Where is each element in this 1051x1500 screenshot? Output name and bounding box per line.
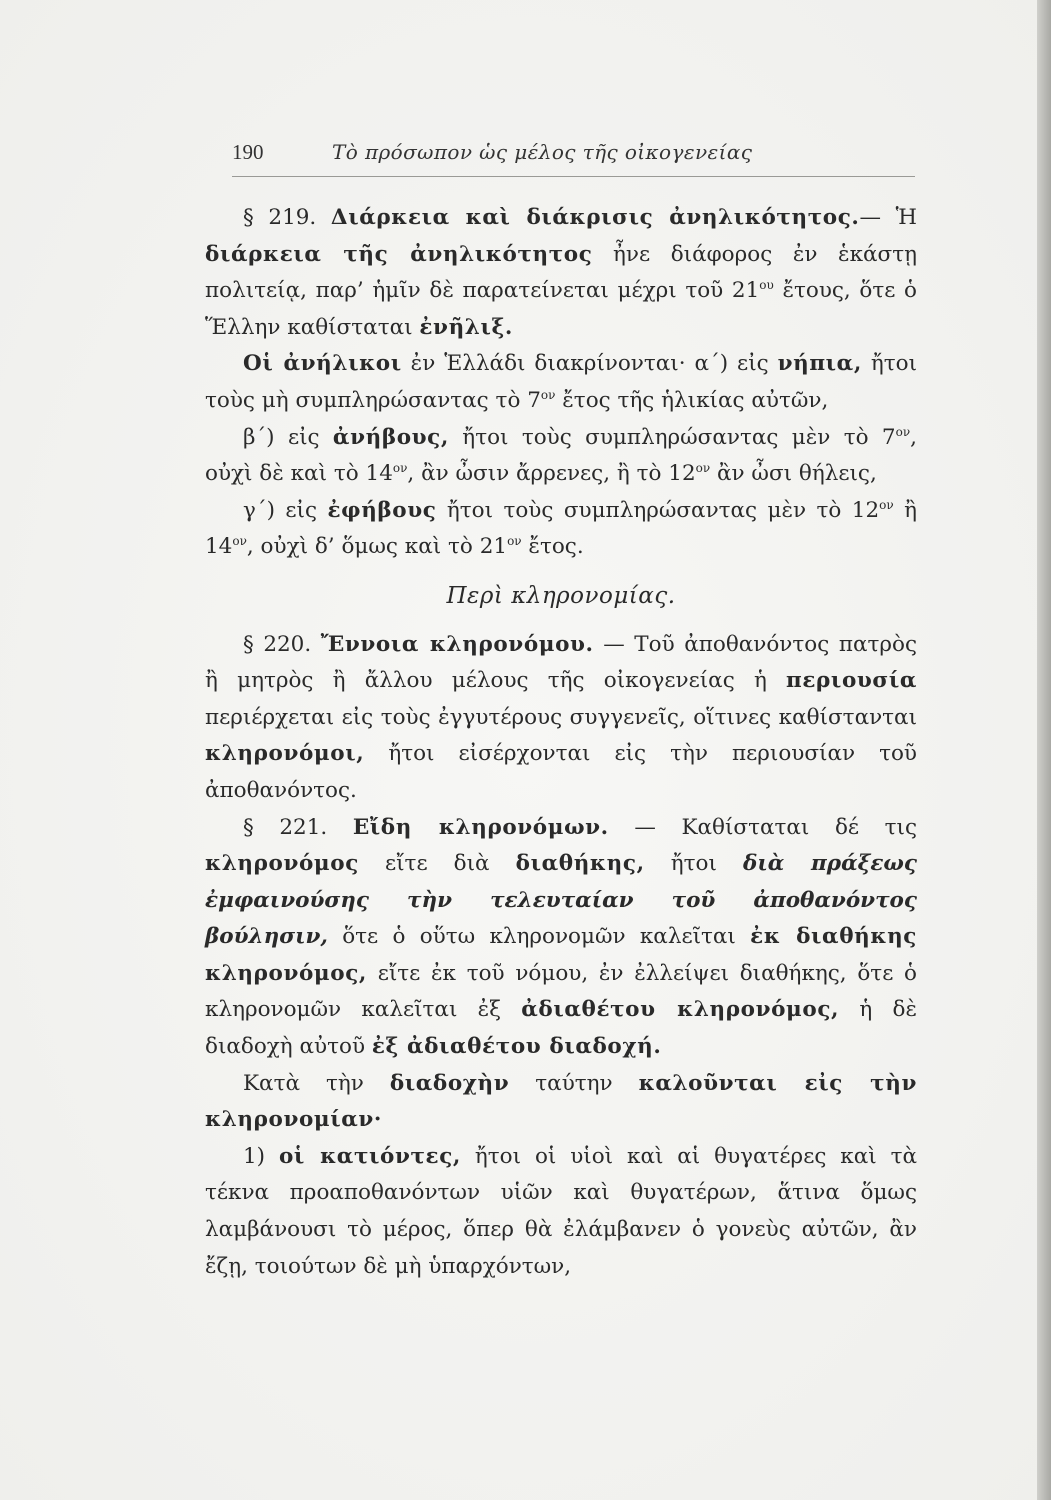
text-run: ἔτους, ὅτε ὁ Ἕλλην καθίσταται [205, 278, 917, 340]
text-run: εἴτε διὰ [358, 851, 516, 877]
paragraph-beta [205, 420, 917, 493]
text-run: Κατὰ τὴν [243, 1070, 390, 1096]
section-heading: Περὶ κληρονομίας. [446, 582, 676, 609]
text-run: ἤτοι τοὺς συμπληρώσαντας μὲν τὸ 7 [448, 424, 896, 450]
text-run: ταύτην [509, 1070, 639, 1096]
paragraph-220 [205, 627, 917, 810]
text-run: ἤτοι τοὺς μὴ συμπληρώσαντας τὸ 7 [205, 351, 917, 413]
page-body [205, 200, 917, 1285]
text-run: , ἂν ὦσιν ἄρρενες, ἢ τὸ 12 [407, 461, 696, 487]
paragraph-item-1 [205, 1139, 917, 1285]
emphasis-term: διάρκεια τῆς ἀνηλικότητος [205, 241, 593, 267]
emphasis-term: ἀνήβους, [332, 424, 449, 450]
section-title: Ἔννοια κληρονόμου. [320, 631, 594, 657]
text-run: ἢ 14 [205, 497, 917, 560]
text-run: γ΄) εἰς [243, 497, 328, 523]
italic-emphasis: διὰ πράξεως ἐμφαινούσης τὴν τελευταίαν τοῦ ἀποθανόντος βούλησιν, [205, 851, 917, 950]
superscript: ον [392, 461, 408, 475]
paragraph-kata [205, 1066, 917, 1139]
text-run: ἤτοι οἱ υἱοὶ καὶ αἱ θυγατέρες καὶ τὰ τέκνα προαποθανόντων υἱῶν καὶ θυγατέρων, ἅτινα ὅμως λαμβάνουσι τὸ μέρος, ὅπερ θὰ ἐλάμβανεν ὁ γονεὺς αὐτῶν, ἂν ἔζῃ, τοιούτων δὲ μὴ ὑπαρχόντων, [205, 1143, 917, 1279]
emphasis-term: διαθήκης, [515, 851, 645, 877]
section-number: § 221. [243, 814, 353, 840]
text-run: , οὐχὶ δὲ καὶ τὸ 14 [205, 424, 917, 487]
text-run: ἤτοι τοὺς συμπληρώσαντας μὲν τὸ 12 [436, 497, 880, 523]
text-run: , οὐχὶ δ’ ὅμως καὶ τὸ 21 [246, 534, 508, 560]
emphasis-term: περιουσία [786, 668, 917, 694]
text-run: εἴτε ἐκ τοῦ νόμου, ἐν ἐλλείψει διαθήκης, ὅτε ὁ κληρονομῶν καλεῖται ἐξ [205, 960, 917, 1023]
text-run: — Ἡ [859, 205, 917, 230]
section-number: § 220. [243, 631, 321, 657]
running-title: Τὸ πρόσωπον ὡς μέλος τῆς οἰκογενείας [332, 140, 753, 164]
text-run: περιέρχεται εἰς τοὺς ἐγγυτέρους συγγενεῖς, οἵτινες καθίστανται [205, 704, 917, 730]
text-run: ἡ δὲ διαδοχὴ αὐτοῦ [205, 997, 917, 1060]
superscript: ον [695, 461, 711, 475]
emphasis-term: ἐξ ἀδιαθέτου διαδοχή. [371, 1034, 662, 1060]
text-run: ἐν Ἑλλάδι διακρίνονται· α΄) εἰς [401, 351, 778, 377]
emphasis-term: ἐνῆλιξ. [419, 314, 513, 340]
emphasis-term: οἱ κατιόντες, [278, 1143, 461, 1169]
text-run: ἤτοι [644, 851, 743, 877]
emphasis-term: Οἱ ἀνήλικοι [243, 351, 402, 377]
superscript: ον [895, 424, 911, 439]
paragraph-221 [205, 810, 917, 1066]
running-header [232, 140, 790, 165]
emphasis-term: κληρονόμος [205, 851, 359, 877]
text-run: — Τοῦ ἀποθανόντος πατρὸς ἢ μητρὸς ἢ ἄλλου μέλους τῆς οἰκογενείας ἡ [205, 631, 917, 694]
superscript: ον [879, 497, 894, 512]
emphasis-term: κληρονόμοι, [205, 741, 365, 767]
list-number: 1) [243, 1143, 279, 1169]
page-number: 190 [232, 140, 264, 164]
page-edge-shadow [1037, 0, 1051, 1500]
header-rule [232, 176, 915, 177]
text-run: ἤτοι εἰσέρχονται εἰς τὴν περιουσίαν τοῦ ἀποθανόντος. [205, 741, 917, 803]
superscript: ον [507, 534, 522, 549]
text-run: β΄) εἰς [243, 424, 333, 450]
section-number: § 219. [243, 205, 331, 230]
paragraph-219 [205, 200, 917, 346]
text-run: — Καθίσταται δέ τις [608, 814, 917, 840]
paragraph-gamma [205, 493, 917, 566]
emphasis-term: ἐφήβους [327, 497, 437, 523]
superscript: ου [759, 278, 774, 293]
superscript: ον [540, 387, 556, 402]
text-run: ὅτε ὁ οὕτω κληρονομῶν καλεῖται [327, 924, 751, 950]
paragraph-minors [205, 346, 917, 419]
section-title: Εἴδη κληρονόμων. [352, 814, 609, 840]
superscript: ον [232, 534, 247, 549]
emphasis-term: νήπια, [777, 351, 862, 377]
text-run: ἔτος τῆς ἡλικίας αὐτῶν, [555, 387, 829, 413]
text-run: ἔτος. [521, 534, 584, 560]
emphasis-term: ἐκ διαθήκης κληρονόμος, [205, 924, 918, 986]
section-title: Διάρκεια καὶ διάκρισις ἀνηλικότητος. [330, 205, 860, 230]
text-run: ἂν ὦσι θήλεις, [710, 461, 877, 487]
text-run: ἦνε διάφορος ἐν ἑκάστῃ πολιτείᾳ, παρ’ ἡμῖν δὲ παρατείνεται μέχρι τοῦ 21 [205, 241, 917, 304]
emphasis-term: καλοῦνται εἰς τὴν κληρονομίαν· [205, 1070, 917, 1133]
emphasis-term: διαδοχὴν [389, 1070, 510, 1096]
emphasis-term: ἀδιαθέτου κληρονόμος, [521, 997, 840, 1023]
